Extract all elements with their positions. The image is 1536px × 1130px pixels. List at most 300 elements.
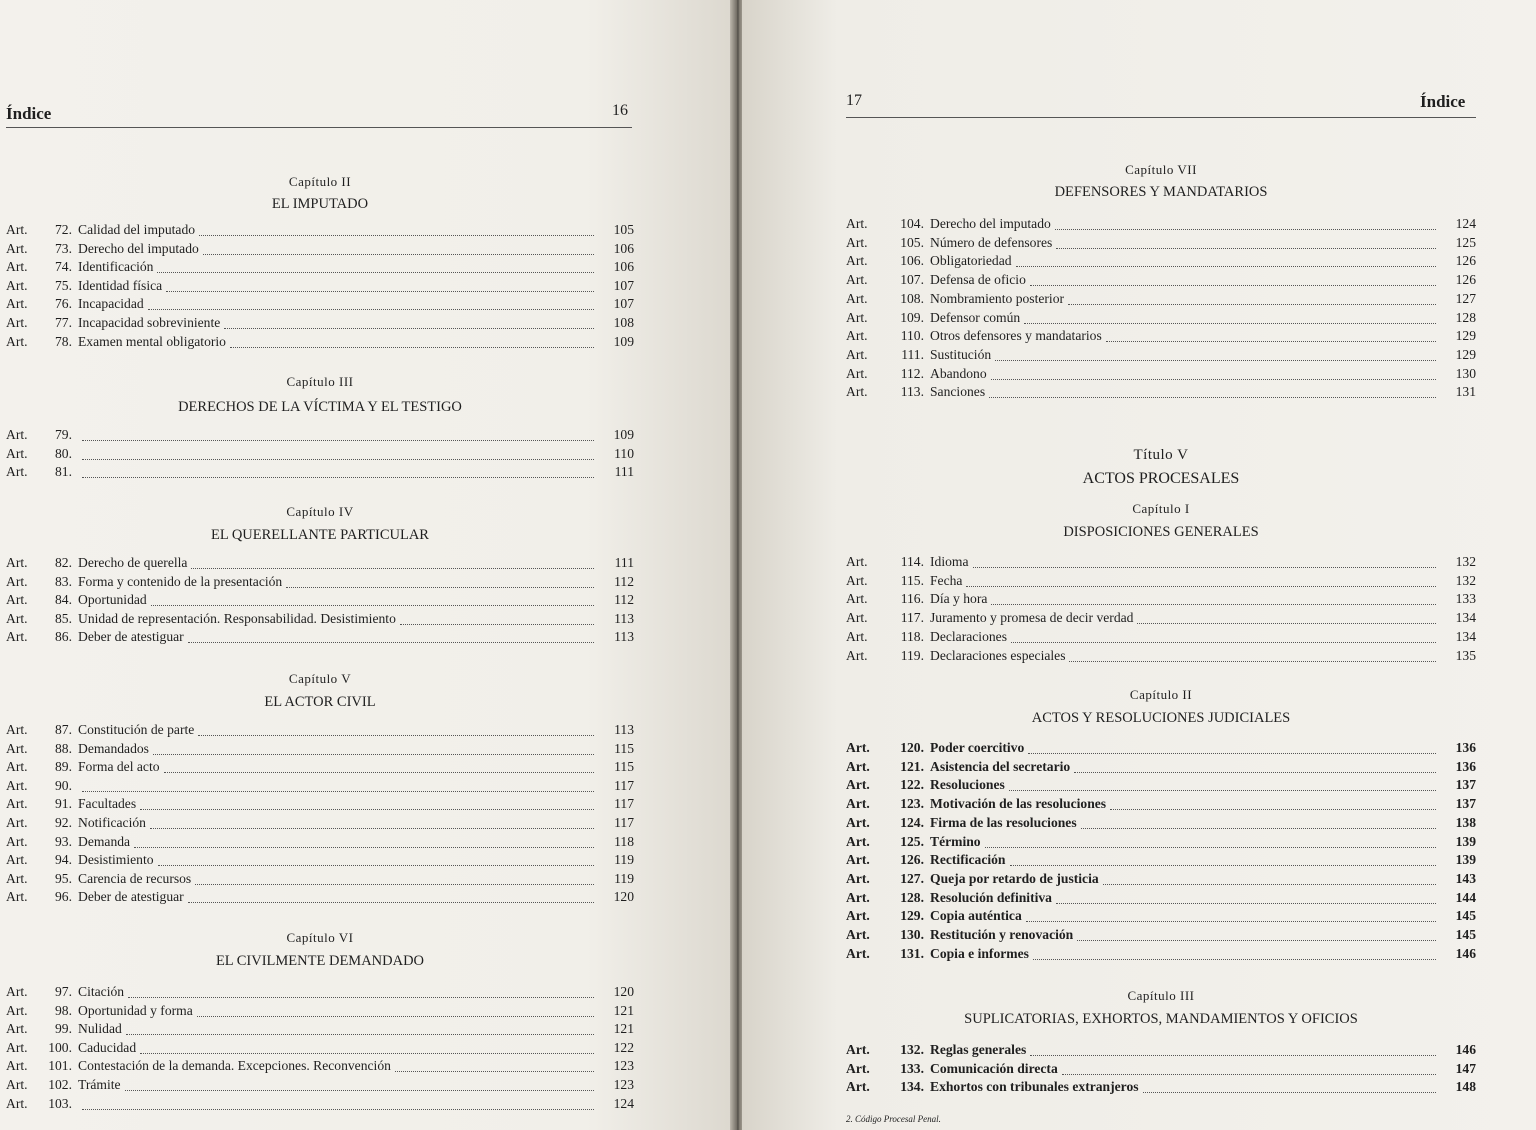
article-number: 78. bbox=[55, 333, 72, 349]
article-page-number: 129 bbox=[1455, 328, 1476, 344]
article-number: 114. bbox=[900, 554, 924, 569]
article-number: 84. bbox=[55, 592, 72, 608]
article-title: Queja por retardo de justicia bbox=[930, 870, 1099, 886]
article-number: 92. bbox=[55, 815, 72, 830]
article-page-number: 126 bbox=[1455, 272, 1476, 288]
article-prefix: Art. bbox=[846, 591, 868, 607]
article-number: 96. bbox=[55, 889, 72, 905]
running-head-page-number: 16 bbox=[612, 102, 628, 119]
left-page bbox=[0, 0, 734, 1130]
dot-leader bbox=[1106, 340, 1436, 342]
dot-leader bbox=[989, 396, 1436, 398]
article-number: 97. bbox=[55, 984, 72, 999]
article-page-number: 106 bbox=[613, 259, 634, 275]
article-page-number: 120 bbox=[613, 984, 634, 999]
article-prefix: Art. bbox=[6, 833, 28, 849]
toc-entry bbox=[846, 871, 1476, 890]
article-page-number: 148 bbox=[1455, 1079, 1476, 1095]
article-number: 83. bbox=[55, 573, 72, 589]
dot-leader bbox=[197, 1015, 594, 1017]
article-number: 116. bbox=[900, 591, 924, 607]
article-page-number: 145 bbox=[1455, 927, 1476, 942]
toc-entry bbox=[846, 1079, 1476, 1098]
article-prefix: Art. bbox=[6, 740, 28, 756]
article-title: Fecha bbox=[930, 572, 963, 588]
toc-entry bbox=[846, 1061, 1476, 1080]
article-number: 107. bbox=[900, 272, 924, 288]
article-number: 134. bbox=[900, 1079, 924, 1095]
article-title: Poder coercitivo bbox=[930, 740, 1025, 755]
toc-entry bbox=[6, 629, 634, 648]
article-title: Deber de atestiguar bbox=[78, 629, 184, 645]
toc-entry bbox=[846, 852, 1476, 871]
dot-leader bbox=[140, 1052, 594, 1054]
article-page-number: 132 bbox=[1455, 554, 1476, 569]
footer-note: 2. Código Procesal Penal. bbox=[846, 1114, 941, 1124]
article-prefix: Art. bbox=[846, 384, 868, 400]
article-prefix: Art. bbox=[6, 1095, 28, 1111]
toc-entry bbox=[846, 759, 1476, 778]
chapter-title: EL IMPUTADO bbox=[271, 196, 369, 212]
article-number: 127. bbox=[900, 870, 924, 886]
article-number: 88. bbox=[55, 740, 72, 756]
article-page-number: 115 bbox=[614, 740, 634, 756]
article-number: 89. bbox=[55, 759, 72, 775]
article-page-number: 123 bbox=[613, 1058, 634, 1074]
dot-leader bbox=[1103, 883, 1436, 885]
toc-entry bbox=[6, 278, 634, 297]
article-title: Unidad de representación. Responsabilidad. Desistimiento bbox=[78, 610, 396, 626]
article-page-number: 130 bbox=[1455, 365, 1476, 381]
article-prefix: Art. bbox=[846, 833, 870, 849]
toc-entry bbox=[846, 366, 1476, 385]
article-title: Derecho del imputado bbox=[78, 240, 199, 256]
article-number: 95. bbox=[55, 870, 72, 886]
article-page-number: 107 bbox=[613, 296, 634, 312]
toc-entry bbox=[846, 815, 1476, 834]
dot-leader bbox=[128, 996, 594, 998]
article-number: 87. bbox=[55, 722, 72, 737]
article-number: 115. bbox=[900, 572, 924, 588]
article-number: 75. bbox=[55, 277, 72, 293]
article-prefix: Art. bbox=[846, 908, 870, 924]
toc-entry bbox=[6, 871, 634, 890]
article-number: 108. bbox=[900, 290, 924, 306]
article-page-number: 113 bbox=[614, 610, 634, 626]
chapter-title: EL QUERELLANTE PARTICULAR bbox=[211, 527, 429, 543]
article-title: Incapacidad bbox=[78, 296, 144, 312]
chapter-title: SUPLICATORIAS, EXHORTOS, MANDAMIENTOS Y OFICIOS bbox=[964, 1011, 1358, 1027]
toc-entry bbox=[6, 592, 634, 611]
dot-leader bbox=[985, 846, 1436, 848]
article-prefix: Art. bbox=[846, 290, 868, 306]
article-number: 102. bbox=[48, 1077, 72, 1092]
article-page-number: 137 bbox=[1455, 796, 1476, 812]
article-title: Obligatoriedad bbox=[930, 253, 1012, 269]
article-title: Copia auténtica bbox=[930, 908, 1022, 924]
dot-leader bbox=[991, 603, 1436, 605]
article-prefix: Art. bbox=[6, 777, 28, 793]
article-page-number: 146 bbox=[1455, 1042, 1476, 1057]
toc-entry bbox=[6, 741, 634, 760]
article-prefix: Art. bbox=[846, 796, 870, 812]
dot-leader bbox=[1016, 265, 1436, 267]
article-page-number: 139 bbox=[1455, 833, 1476, 849]
article-title: Defensor común bbox=[930, 309, 1021, 325]
article-number: 101. bbox=[48, 1058, 72, 1074]
dot-leader bbox=[995, 359, 1436, 361]
article-page-number: 131 bbox=[1455, 384, 1476, 400]
toc-entry bbox=[846, 629, 1476, 648]
dot-leader bbox=[198, 734, 594, 736]
dot-leader bbox=[153, 753, 594, 755]
toc-entry bbox=[846, 834, 1476, 853]
toc-entry bbox=[6, 1077, 634, 1096]
toc-entry bbox=[6, 315, 634, 334]
article-title: Notificación bbox=[78, 815, 146, 830]
toc-entry bbox=[846, 927, 1476, 946]
dot-leader bbox=[1030, 284, 1436, 286]
article-prefix: Art. bbox=[6, 1077, 28, 1092]
article-number: 131. bbox=[900, 945, 924, 961]
article-prefix: Art. bbox=[846, 572, 868, 588]
article-number: 93. bbox=[55, 833, 72, 849]
toc-entry bbox=[6, 759, 634, 778]
toc-entry bbox=[6, 464, 634, 483]
article-prefix: Art. bbox=[846, 234, 868, 250]
toc-entry bbox=[6, 796, 634, 815]
article-prefix: Art. bbox=[6, 573, 28, 589]
header-rule bbox=[6, 127, 632, 128]
chapter-label: Título V bbox=[1133, 447, 1189, 463]
article-title: Número de defensores bbox=[930, 234, 1053, 250]
article-page-number: 118 bbox=[614, 833, 634, 849]
article-title: Copia e informes bbox=[930, 945, 1029, 961]
article-number: 76. bbox=[55, 296, 72, 312]
article-prefix: Art. bbox=[6, 445, 28, 461]
article-page-number: 106 bbox=[613, 240, 634, 256]
article-title: Carencia de recursos bbox=[78, 870, 192, 886]
article-page-number: 123 bbox=[613, 1077, 634, 1092]
article-prefix: Art. bbox=[846, 777, 870, 793]
toc-entry bbox=[846, 291, 1476, 310]
dot-leader bbox=[1056, 902, 1436, 904]
article-number: 94. bbox=[55, 852, 72, 868]
article-number: 98. bbox=[55, 1002, 72, 1018]
toc-entry bbox=[6, 1096, 634, 1115]
article-title: Identificación bbox=[78, 259, 154, 275]
dot-leader bbox=[82, 1108, 594, 1110]
article-title: Abandono bbox=[930, 365, 987, 381]
toc-entry bbox=[846, 796, 1476, 815]
article-prefix: Art. bbox=[6, 1058, 28, 1074]
toc-entry bbox=[6, 852, 634, 871]
dot-leader bbox=[195, 883, 594, 885]
chapter-title: DISPOSICIONES GENERALES bbox=[1063, 524, 1259, 540]
dot-leader bbox=[166, 290, 594, 292]
article-page-number: 121 bbox=[613, 1002, 634, 1018]
article-number: 100. bbox=[48, 1039, 72, 1055]
article-prefix: Art. bbox=[846, 889, 870, 905]
toc-entry bbox=[6, 889, 634, 908]
article-number: 85. bbox=[55, 610, 72, 626]
article-page-number: 111 bbox=[614, 555, 634, 570]
article-prefix: Art. bbox=[846, 272, 868, 288]
article-number: 119. bbox=[900, 647, 924, 663]
chapter-title: DEFENSORES Y MANDATARIOS bbox=[1054, 184, 1268, 200]
dot-leader bbox=[1030, 1054, 1436, 1056]
article-number: 80. bbox=[55, 445, 72, 461]
article-title: Resoluciones bbox=[930, 777, 1005, 793]
article-number: 123. bbox=[900, 796, 924, 812]
toc-entry bbox=[846, 347, 1476, 366]
chapter-label: Capítulo II bbox=[288, 174, 352, 189]
dot-leader bbox=[1009, 789, 1436, 791]
article-prefix: Art. bbox=[6, 870, 28, 886]
toc-entry bbox=[6, 722, 634, 741]
toc-entry bbox=[846, 253, 1476, 272]
article-title: Resolución definitiva bbox=[930, 889, 1052, 905]
dot-leader bbox=[164, 771, 594, 773]
article-number: 113. bbox=[900, 384, 924, 400]
article-prefix: Art. bbox=[846, 365, 868, 381]
chapter-title: ACTOS PROCESALES bbox=[1082, 470, 1240, 487]
article-page-number: 137 bbox=[1455, 777, 1476, 793]
article-title: Restitución y renovación bbox=[930, 927, 1074, 942]
article-title: Demanda bbox=[78, 833, 131, 849]
article-title: Demandados bbox=[78, 740, 149, 756]
dot-leader bbox=[1010, 864, 1437, 866]
article-number: 120. bbox=[900, 740, 924, 755]
article-prefix: Art. bbox=[846, 216, 868, 231]
dot-leader bbox=[191, 567, 594, 569]
dot-leader bbox=[1056, 247, 1436, 249]
article-title: Facultades bbox=[78, 796, 137, 812]
article-prefix: Art. bbox=[6, 277, 28, 293]
article-page-number: 125 bbox=[1455, 234, 1476, 250]
toc-entry bbox=[6, 574, 634, 593]
article-number: 99. bbox=[55, 1021, 72, 1037]
article-page-number: 117 bbox=[614, 796, 634, 812]
chapter-label: Capítulo VII bbox=[1125, 162, 1197, 177]
article-prefix: Art. bbox=[6, 296, 28, 312]
article-number: 106. bbox=[900, 253, 924, 269]
article-prefix: Art. bbox=[6, 240, 28, 256]
article-page-number: 111 bbox=[614, 464, 634, 480]
toc-entry bbox=[6, 834, 634, 853]
article-title: Asistencia del secretario bbox=[930, 758, 1071, 774]
article-title: Declaraciones especiales bbox=[930, 647, 1066, 663]
toc-entry bbox=[6, 555, 634, 574]
toc-entry bbox=[846, 740, 1476, 759]
article-number: 105. bbox=[900, 234, 924, 250]
toc-entry bbox=[6, 1021, 634, 1040]
article-number: 91. bbox=[55, 796, 72, 812]
toc-entry bbox=[6, 259, 634, 278]
article-title: Constitución de parte bbox=[78, 722, 195, 737]
article-number: 133. bbox=[900, 1060, 924, 1076]
toc-entry bbox=[846, 648, 1476, 667]
article-prefix: Art. bbox=[846, 309, 868, 325]
article-title: Sustitución bbox=[930, 346, 992, 362]
toc-entry bbox=[846, 908, 1476, 927]
header-rule bbox=[846, 117, 1476, 118]
article-page-number: 119 bbox=[614, 870, 634, 886]
article-page-number: 110 bbox=[614, 445, 634, 461]
article-number: 112. bbox=[900, 365, 924, 381]
article-title: Juramento y promesa de decir verdad bbox=[930, 610, 1134, 626]
article-page-number: 128 bbox=[1455, 309, 1476, 325]
dot-leader bbox=[991, 378, 1436, 380]
article-prefix: Art. bbox=[846, 740, 870, 755]
article-prefix: Art. bbox=[6, 259, 28, 275]
article-title: Deber de atestiguar bbox=[78, 889, 184, 905]
dot-leader bbox=[82, 790, 594, 792]
article-prefix: Art. bbox=[846, 253, 868, 269]
article-number: 118. bbox=[900, 628, 924, 644]
article-prefix: Art. bbox=[6, 984, 28, 999]
article-page-number: 139 bbox=[1455, 852, 1476, 868]
article-title: Calidad del imputado bbox=[78, 222, 196, 237]
chapter-label: Capítulo III bbox=[286, 374, 354, 389]
toc-entry bbox=[846, 554, 1476, 573]
dot-leader bbox=[1081, 827, 1436, 829]
dot-leader bbox=[1024, 322, 1436, 324]
right-page bbox=[742, 0, 1536, 1130]
article-title: Nulidad bbox=[78, 1021, 122, 1037]
toc-entry bbox=[846, 272, 1476, 291]
article-page-number: 135 bbox=[1455, 647, 1476, 663]
toc-entry bbox=[846, 384, 1476, 403]
toc-entry bbox=[6, 446, 634, 465]
toc-entry bbox=[846, 946, 1476, 965]
article-number: 74. bbox=[55, 259, 72, 275]
dot-leader bbox=[82, 439, 594, 441]
toc-entry bbox=[846, 591, 1476, 610]
article-prefix: Art. bbox=[6, 796, 28, 812]
dot-leader bbox=[1033, 958, 1436, 960]
article-title: Otros defensores y mandatarios bbox=[930, 328, 1102, 344]
article-number: 124. bbox=[900, 814, 924, 830]
article-number: 81. bbox=[55, 464, 72, 480]
dot-leader bbox=[1077, 939, 1436, 941]
article-prefix: Art. bbox=[846, 554, 868, 569]
article-title: Oportunidad y forma bbox=[78, 1002, 193, 1018]
article-page-number: 113 bbox=[614, 629, 634, 645]
toc-entry bbox=[846, 310, 1476, 329]
article-page-number: 113 bbox=[614, 722, 634, 737]
toc-entry bbox=[846, 573, 1476, 592]
running-head-title: Índice bbox=[1420, 92, 1466, 111]
toc-entry bbox=[6, 778, 634, 797]
article-number: 109. bbox=[900, 309, 924, 325]
dot-leader bbox=[395, 1070, 594, 1072]
article-prefix: Art. bbox=[846, 852, 870, 868]
article-number: 125. bbox=[900, 833, 924, 849]
article-title: Examen mental obligatorio bbox=[78, 333, 226, 349]
running-head-page-number: 17 bbox=[846, 92, 862, 109]
chapter-title: DERECHOS DE LA VÍCTIMA Y EL TESTIGO bbox=[178, 399, 462, 415]
article-page-number: 124 bbox=[1455, 216, 1476, 231]
article-page-number: 109 bbox=[613, 427, 634, 442]
article-prefix: Art. bbox=[846, 647, 868, 663]
article-number: 72. bbox=[55, 222, 72, 237]
article-prefix: Art. bbox=[6, 759, 28, 775]
article-title: Oportunidad bbox=[78, 592, 147, 608]
article-prefix: Art. bbox=[6, 852, 28, 868]
toc-entry bbox=[6, 611, 634, 630]
dot-leader bbox=[230, 346, 594, 348]
chapter-label: Capítulo II bbox=[1129, 687, 1193, 702]
article-title: Citación bbox=[78, 984, 125, 999]
article-title: Declaraciones bbox=[930, 628, 1007, 644]
article-title: Idioma bbox=[930, 554, 969, 569]
article-title: Derecho del imputado bbox=[930, 216, 1051, 231]
article-title: Exhortos con tribunales extranjeros bbox=[930, 1079, 1139, 1095]
article-prefix: Art. bbox=[846, 328, 868, 344]
article-title: Término bbox=[930, 833, 981, 849]
toc-entry bbox=[6, 296, 634, 315]
dot-leader bbox=[400, 623, 594, 625]
dot-leader bbox=[188, 641, 594, 643]
toc-entry bbox=[846, 235, 1476, 254]
article-prefix: Art. bbox=[6, 592, 28, 608]
article-prefix: Art. bbox=[6, 427, 28, 442]
article-number: 111. bbox=[901, 346, 924, 362]
toc-entry bbox=[846, 777, 1476, 796]
toc-entry bbox=[6, 1040, 634, 1059]
article-number: 103. bbox=[48, 1095, 72, 1111]
article-number: 129. bbox=[900, 908, 924, 924]
dot-leader bbox=[126, 1033, 594, 1035]
running-head-title: Índice bbox=[6, 104, 52, 123]
article-prefix: Art. bbox=[846, 814, 870, 830]
article-number: 90. bbox=[55, 777, 72, 793]
article-title: Trámite bbox=[78, 1077, 121, 1092]
article-title: Derecho de querella bbox=[78, 555, 188, 570]
article-title: Forma del acto bbox=[78, 759, 160, 775]
article-number: 122. bbox=[900, 777, 924, 793]
article-page-number: 124 bbox=[613, 1095, 634, 1111]
chapter-title: ACTOS Y RESOLUCIONES JUDICIALES bbox=[1031, 710, 1291, 726]
dot-leader bbox=[1069, 660, 1436, 662]
article-page-number: 119 bbox=[614, 852, 634, 868]
toc-entry bbox=[6, 815, 634, 834]
article-prefix: Art. bbox=[846, 610, 868, 626]
article-number: 77. bbox=[55, 315, 72, 330]
article-page-number: 145 bbox=[1455, 908, 1476, 924]
dot-leader bbox=[966, 585, 1436, 587]
article-page-number: 144 bbox=[1455, 889, 1476, 905]
article-title: Motivación de las resoluciones bbox=[930, 796, 1107, 812]
chapter-label: Capítulo IV bbox=[286, 504, 354, 519]
toc-entry bbox=[846, 216, 1476, 235]
toc-entry bbox=[6, 241, 634, 260]
article-prefix: Art. bbox=[846, 870, 870, 886]
toc-entry bbox=[846, 1042, 1476, 1061]
article-number: 128. bbox=[900, 889, 924, 905]
dot-leader bbox=[140, 808, 594, 810]
article-page-number: 138 bbox=[1455, 814, 1476, 830]
article-page-number: 134 bbox=[1455, 628, 1476, 644]
article-page-number: 105 bbox=[613, 222, 634, 237]
article-page-number: 112 bbox=[614, 573, 634, 589]
article-page-number: 133 bbox=[1455, 591, 1476, 607]
article-title: Contestación de la demanda. Excepciones. Reconvención bbox=[78, 1058, 391, 1074]
article-prefix: Art. bbox=[6, 222, 28, 237]
article-prefix: Art. bbox=[6, 1002, 28, 1018]
article-number: 73. bbox=[55, 240, 72, 256]
